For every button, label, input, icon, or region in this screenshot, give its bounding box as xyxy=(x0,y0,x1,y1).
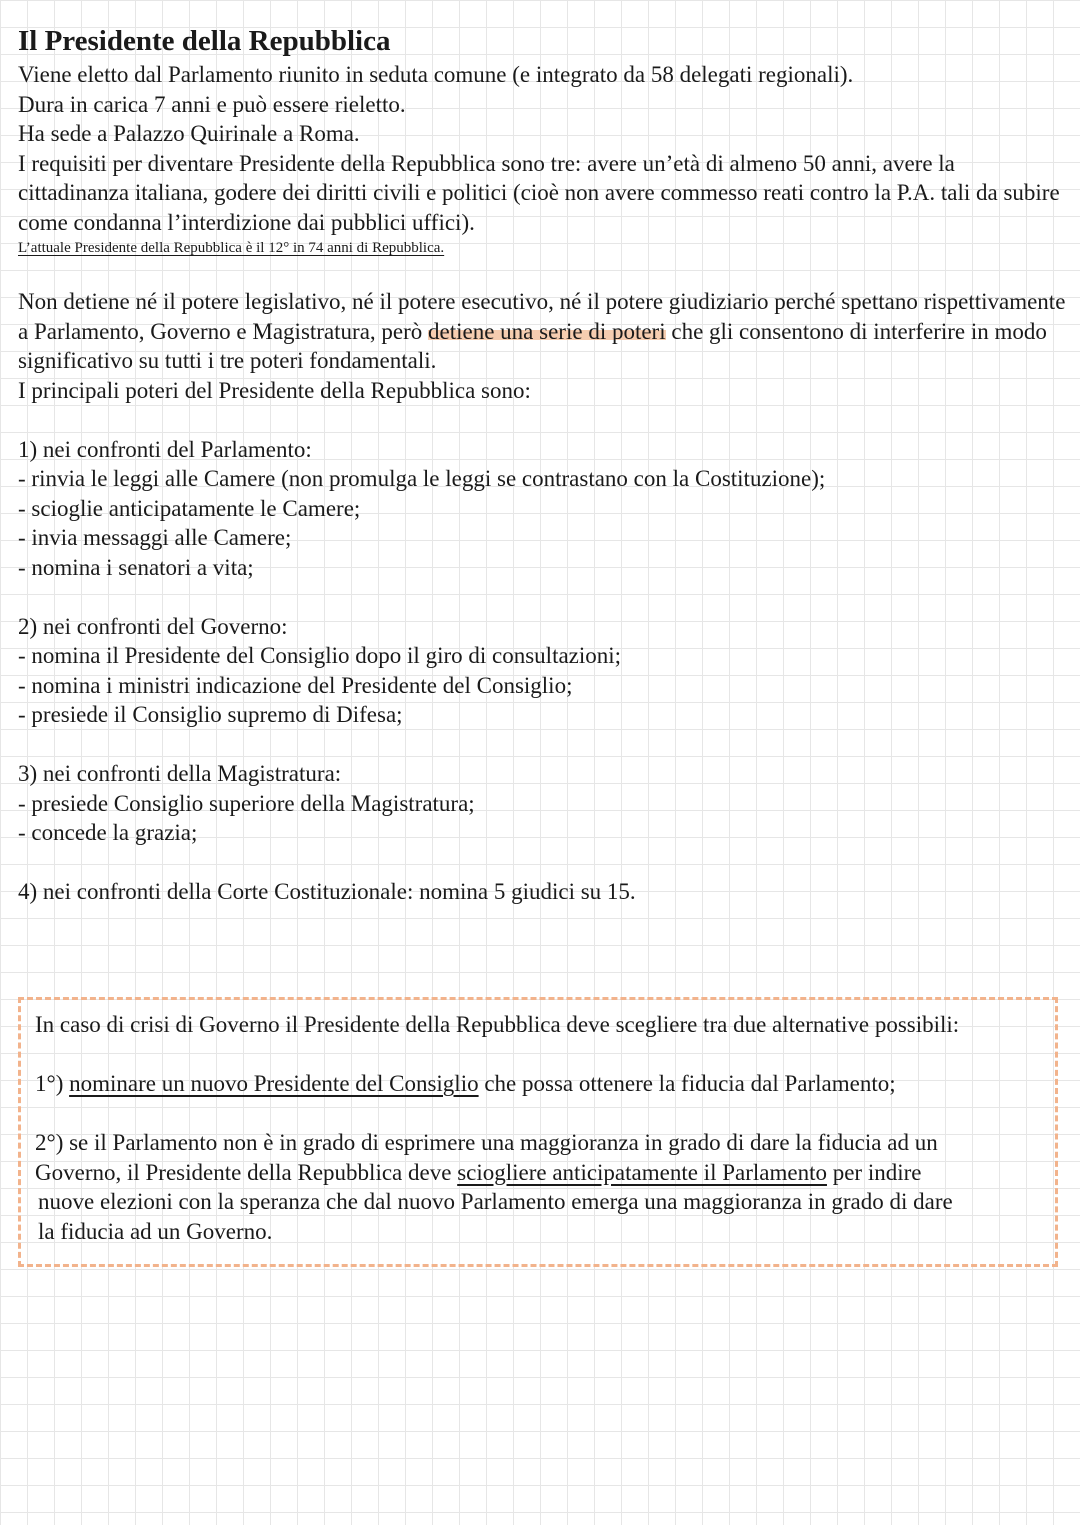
spacer xyxy=(18,730,1068,760)
list-item: - scioglie anticipatamente le Camere; xyxy=(18,495,361,521)
crisis-option-2-line-1: 2°) se il Parlamento non è in grado di esprimere una maggioranza in grado di dare la fiducia ad un xyxy=(35,1130,938,1155)
crisis-option-1 xyxy=(35,1069,1041,1099)
option-2-text-after: per indire xyxy=(826,1159,922,1185)
current-president-note: L’attuale Presidente della Repubblica è il 12° in 74 anni di Repubblica. xyxy=(18,240,445,256)
spacer xyxy=(18,259,1068,287)
crisis-option-2-line-2 xyxy=(35,1158,1041,1188)
list-item: - presiede Consiglio superiore della Magistratura; xyxy=(18,790,475,816)
section-judiciary-heading: 3) nei confronti della Magistratura: xyxy=(18,761,342,786)
government-crisis-box xyxy=(18,997,1058,1267)
list-item: - presiede il Consiglio supremo di Difesa; xyxy=(18,702,403,727)
option-2-underlined: sciogliere anticipatamente il Parlamento xyxy=(457,1159,827,1185)
intro-election: Viene eletto dal Parlamento riunito in seduta comune (e integrato da 58 delegati regionali). xyxy=(18,62,854,87)
spacer xyxy=(18,582,1068,612)
list-item: - invia messaggi alle Camere; xyxy=(18,525,292,550)
intro-requirements: I requisiti per diventare Presidente della Repubblica sono tre: avere un’età di almeno 50 anni, avere la cittadinanza italiana, godere dei diritti civili e politici (cioè non avere commesso reati contro la P.A. tali da subire come condanna l’interdizione dai pubblici uffici). xyxy=(18,150,1060,235)
option-1-underlined: nominare un nuovo Presidente del Consiglio xyxy=(69,1071,479,1096)
list-item: - nomina i ministri indicazione del Presidente del Consiglio; xyxy=(18,672,573,698)
section-parliament-heading: 1) nei confronti del Parlamento: xyxy=(18,436,312,462)
list-item: - nomina il Presidente del Consiglio dopo il giro di consultazioni; xyxy=(18,643,622,668)
option-1-number: 1°) xyxy=(35,1071,70,1096)
list-item: - concede la grazia; xyxy=(18,820,198,845)
document-page xyxy=(18,22,1068,907)
list-item: - nomina i senatori a vita; xyxy=(18,554,254,580)
highlighted-phrase: detiene una serie di poteri xyxy=(428,318,666,344)
section-constitutional-court: 4) nei confronti della Corte Costituzionale: nomina 5 giudici su 15. xyxy=(18,879,636,904)
crisis-option-2-line-3: nuove elezioni con la speranza che dal nuovo Parlamento emerga una maggioranza in grado di dare xyxy=(38,1189,953,1214)
spacer xyxy=(35,1040,1041,1070)
intro-seat: Ha sede a Palazzo Quirinale a Roma. xyxy=(18,121,360,146)
powers-intro: I principali poteri del Presidente della Repubblica sono: xyxy=(18,377,531,403)
crisis-option-2-line-4: la fiducia ad un Governo. xyxy=(38,1218,273,1244)
intro-term: Dura in carica 7 anni e può essere rieletto. xyxy=(18,91,406,117)
option-2-text-before: Governo, il Presidente della Repubblica deve xyxy=(35,1159,458,1185)
spacer xyxy=(35,1099,1041,1129)
crisis-intro: In caso di crisi di Governo il Presidente della Repubblica deve scegliere tra due alternative possibili: xyxy=(35,1012,960,1037)
powers-text-after: che gli consentono di interferire in modo significativo su tutti i tre poteri fondamentali. xyxy=(18,318,1047,373)
powers-text-before: Non detiene né il potere legislativo, né il potere esecutivo, né il potere giudiziario perché spettano rispettivamente a Parlamento, Governo e Magistratura, però xyxy=(18,289,1066,344)
spacer xyxy=(18,405,1068,435)
option-1-rest: che possa ottenere la fiducia dal Parlamento; xyxy=(478,1071,896,1096)
list-item: - rinvia le leggi alle Camere (non promulga le leggi se contrastano con la Costituzione); xyxy=(18,466,826,491)
spacer xyxy=(18,848,1068,878)
powers-paragraph xyxy=(18,287,1068,376)
section-government-heading: 2) nei confronti del Governo: xyxy=(18,613,288,639)
page-title: Il Presidente della Repubblica xyxy=(18,25,391,57)
